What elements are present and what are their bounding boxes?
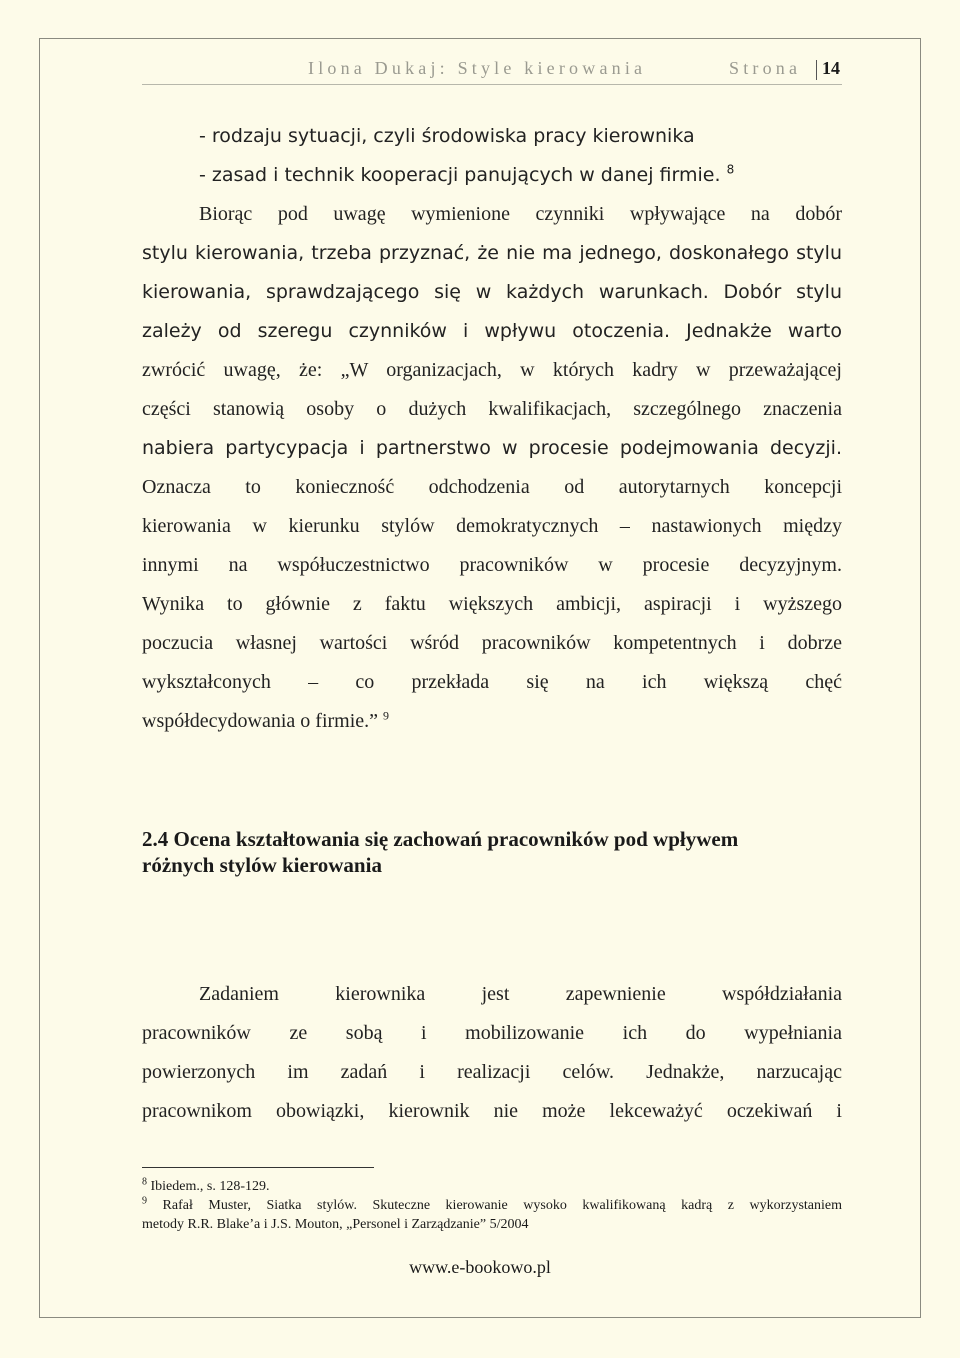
text-line: - rodzaju sytuacji, czyli środowiska pracy kierownika (199, 125, 695, 147)
header-rule (142, 84, 842, 85)
text-line: kierowania w kierunku stylów demokratycznych – nastawionych między (142, 515, 842, 537)
page-header (142, 58, 842, 82)
section-heading (142, 826, 842, 878)
text-line: zależy od szeregu czynników i wpływu otoczenia. Jednakże warto (142, 320, 842, 342)
text-line: nabiera partycypacja i partnerstwo w procesie podejmowania decyzji. (142, 437, 842, 459)
text-line: Zadaniem kierownika jest zapewnienie współdziałania (199, 983, 842, 1005)
header-separator (816, 60, 817, 80)
text-line: Biorąc pod uwagę wymienione czynniki wpływające na dobór (199, 203, 842, 225)
text-line: poczucia własnej wartości wśród pracowników kompetentnych i dobrze (142, 632, 842, 654)
footnotes (142, 1177, 842, 1234)
text-line: pracowników ze sobą i mobilizowanie ich do wypełniania (142, 1022, 842, 1044)
text-line: powierzonych im zadań i realizacji celów. Jednakże, narzucając (142, 1061, 842, 1083)
text-line: pracownikom obowiązki, kierownik nie może lekceważyć oczekiwań i (142, 1100, 842, 1122)
section-heading-line: różnych stylów kierowania (142, 853, 382, 877)
footnote-ref-8[interactable]: 8 (726, 162, 735, 177)
page-label: Strona (729, 58, 802, 78)
text-line: stylu kierowania, trzeba przyznać, że nie ma jednego, doskonałego stylu (142, 242, 842, 264)
footnote-separator (142, 1167, 374, 1168)
text-line: zwrócić uwagę, że: „W organizacjach, w których kadry w przeważającej (142, 359, 842, 381)
footnote-text: metody R.R. Blake’a i J.S. Mouton, „Personel i Zarządzanie” 5/2004 (142, 1217, 529, 1232)
text-line: Oznacza to konieczność odchodzenia od autorytarnych koncepcji (142, 476, 842, 498)
footer-website-link[interactable]: www.e-bookowo.pl (409, 1257, 551, 1277)
paragraph-2 (142, 975, 842, 1131)
text-line: współdecydowania o firmie.” $^9$ (142, 708, 390, 732)
footnote-ref-9[interactable]: 9 (383, 708, 390, 723)
footnote-text: Rafał Muster, Siatka stylów. Skuteczne kierowanie wysoko kwalifikowaną kadrą z wykorzystaniem (162, 1198, 842, 1213)
footnote-number: 8 (142, 1176, 147, 1188)
document-title: Ilona Dukaj: Style kierowania (308, 58, 647, 78)
text-line: innymi na współuczestnictwo pracowników w procesie decyzyjnym. (142, 554, 842, 576)
footnote-text: Ibiedem., s. 128-129. (150, 1179, 270, 1194)
page-number: 14 (822, 58, 840, 78)
footnote-8 (142, 1177, 842, 1196)
footnote-9 (142, 1196, 842, 1234)
text-line: - zasad i technik kooperacji panujących w danej firmie. $^8$ (199, 162, 735, 186)
section-heading-line: 2.4 Ocena kształtowania się zachowań pracowników pod wpływem (142, 827, 739, 851)
text-line: Wynika to głównie z faktu większych ambicji, aspiracji i wyższego (142, 593, 842, 615)
text-line: wykształconych – co przekłada się na ich większą chęć (142, 671, 842, 693)
text-line: kierowania, sprawdzającego się w każdych warunkach. Dobór stylu (142, 281, 842, 303)
footnote-number: 9 (142, 1195, 147, 1207)
paragraph-1 (142, 117, 842, 741)
text-line: części stanowią osoby o dużych kwalifikacjach, szczególnego znaczenia (142, 398, 842, 420)
